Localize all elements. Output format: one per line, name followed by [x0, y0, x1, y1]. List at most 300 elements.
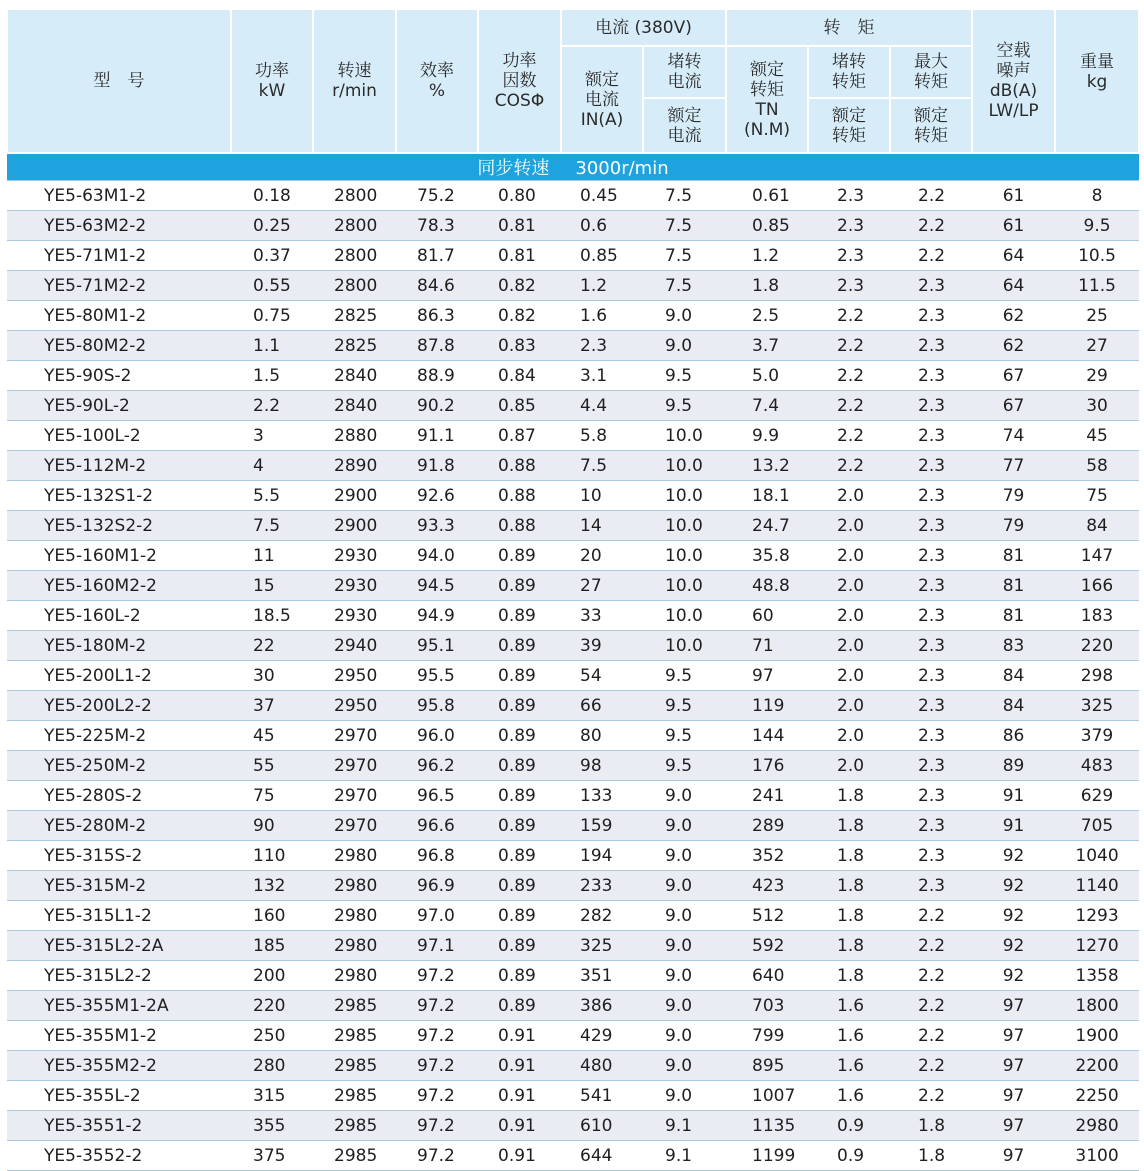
cell-lt: 0.9 — [808, 1111, 890, 1141]
table-row — [7, 661, 1139, 691]
cell-eff: 97.2 — [396, 1111, 478, 1141]
cell-in: 541 — [561, 1081, 643, 1111]
table-row — [7, 481, 1139, 511]
cell-weight: 1358 — [1055, 961, 1139, 991]
cell-in: 98 — [561, 751, 643, 781]
cell-lc: 10.0 — [643, 481, 726, 511]
cell-pf: 0.85 — [478, 391, 561, 421]
cell-model: YE5-90L-2 — [7, 391, 231, 421]
cell-lc: 10.0 — [643, 631, 726, 661]
table-row — [7, 631, 1139, 661]
cell-tn: 241 — [726, 781, 808, 811]
cell-noise: 67 — [972, 391, 1055, 421]
header-weight: 重量 kg — [1055, 9, 1139, 153]
cell-lc: 10.0 — [643, 421, 726, 451]
cell-noise: 81 — [972, 541, 1055, 571]
table-row — [7, 361, 1139, 391]
cell-lt: 1.6 — [808, 1081, 890, 1111]
cell-eff: 84.6 — [396, 271, 478, 301]
cell-model: YE5-315L2-2A — [7, 931, 231, 961]
cell-speed: 2800 — [313, 271, 396, 301]
cell-lc: 9.0 — [643, 991, 726, 1021]
header-speed: 转速 r/min — [313, 9, 396, 153]
cell-mt: 2.3 — [890, 271, 972, 301]
cell-lc: 9.1 — [643, 1141, 726, 1171]
cell-lt: 2.0 — [808, 601, 890, 631]
cell-eff: 97.2 — [396, 1081, 478, 1111]
cell-mt: 2.2 — [890, 991, 972, 1021]
cell-in: 2.3 — [561, 331, 643, 361]
cell-noise: 74 — [972, 421, 1055, 451]
cell-lt: 1.8 — [808, 961, 890, 991]
cell-in: 39 — [561, 631, 643, 661]
cell-power: 37 — [231, 691, 313, 721]
cell-noise: 97 — [972, 1051, 1055, 1081]
cell-speed: 2985 — [313, 1141, 396, 1171]
cell-lc: 9.0 — [643, 961, 726, 991]
cell-mt: 2.3 — [890, 391, 972, 421]
cell-pf: 0.87 — [478, 421, 561, 451]
cell-eff: 75.2 — [396, 181, 478, 211]
cell-model: YE5-3552-2 — [7, 1141, 231, 1171]
cell-model: YE5-315L1-2 — [7, 901, 231, 931]
cell-tn: 703 — [726, 991, 808, 1021]
cell-pf: 0.89 — [478, 961, 561, 991]
cell-mt: 2.3 — [890, 751, 972, 781]
cell-lt: 2.2 — [808, 301, 890, 331]
header-current-group: 电流 (380V) — [561, 9, 726, 46]
cell-pf: 0.89 — [478, 541, 561, 571]
cell-noise: 97 — [972, 1021, 1055, 1051]
cell-weight: 1900 — [1055, 1021, 1139, 1051]
cell-noise: 97 — [972, 1111, 1055, 1141]
cell-pf: 0.91 — [478, 1141, 561, 1171]
cell-lt: 1.6 — [808, 991, 890, 1021]
header-max-torque-top: 最大 转矩 — [890, 46, 972, 98]
cell-power: 110 — [231, 841, 313, 871]
cell-lt: 2.2 — [808, 331, 890, 361]
cell-tn: 289 — [726, 811, 808, 841]
cell-eff: 90.2 — [396, 391, 478, 421]
cell-noise: 77 — [972, 451, 1055, 481]
cell-speed: 2970 — [313, 781, 396, 811]
cell-in: 351 — [561, 961, 643, 991]
cell-power: 0.75 — [231, 301, 313, 331]
cell-eff: 93.3 — [396, 511, 478, 541]
motor-spec-table — [6, 8, 1140, 1171]
cell-weight: 220 — [1055, 631, 1139, 661]
header-rated-torque: 额定 转矩 TN (N.M) — [726, 46, 808, 153]
cell-power: 55 — [231, 751, 313, 781]
cell-speed: 2900 — [313, 481, 396, 511]
cell-eff: 95.5 — [396, 661, 478, 691]
cell-mt: 2.3 — [890, 421, 972, 451]
cell-eff: 91.1 — [396, 421, 478, 451]
cell-mt: 2.2 — [890, 241, 972, 271]
cell-lc: 7.5 — [643, 181, 726, 211]
cell-eff: 91.8 — [396, 451, 478, 481]
cell-in: 27 — [561, 571, 643, 601]
cell-pf: 0.91 — [478, 1021, 561, 1051]
cell-model: YE5-200L1-2 — [7, 661, 231, 691]
cell-lc: 9.0 — [643, 1021, 726, 1051]
cell-model: YE5-355M2-2 — [7, 1051, 231, 1081]
cell-noise: 92 — [972, 841, 1055, 871]
cell-lt: 2.3 — [808, 271, 890, 301]
cell-eff: 88.9 — [396, 361, 478, 391]
cell-tn: 48.8 — [726, 571, 808, 601]
cell-in: 54 — [561, 661, 643, 691]
cell-speed: 2800 — [313, 211, 396, 241]
header-locked-torque-bottom: 额定 转矩 — [808, 98, 890, 153]
cell-weight: 30 — [1055, 391, 1139, 421]
cell-lt: 1.8 — [808, 901, 890, 931]
cell-model: YE5-160M1-2 — [7, 541, 231, 571]
cell-pf: 0.89 — [478, 601, 561, 631]
cell-in: 5.8 — [561, 421, 643, 451]
cell-speed: 2930 — [313, 541, 396, 571]
spec-table-container — [6, 8, 1138, 1171]
cell-speed: 2980 — [313, 931, 396, 961]
cell-lt: 1.8 — [808, 841, 890, 871]
cell-noise: 79 — [972, 481, 1055, 511]
cell-speed: 2985 — [313, 1021, 396, 1051]
cell-noise: 64 — [972, 271, 1055, 301]
cell-power: 185 — [231, 931, 313, 961]
cell-lc: 9.0 — [643, 1081, 726, 1111]
cell-power: 7.5 — [231, 511, 313, 541]
cell-power: 1.5 — [231, 361, 313, 391]
cell-weight: 45 — [1055, 421, 1139, 451]
cell-model: YE5-90S-2 — [7, 361, 231, 391]
cell-power: 2.2 — [231, 391, 313, 421]
table-row — [7, 421, 1139, 451]
cell-weight: 629 — [1055, 781, 1139, 811]
cell-noise: 97 — [972, 1141, 1055, 1171]
cell-eff: 97.2 — [396, 1051, 478, 1081]
cell-tn: 799 — [726, 1021, 808, 1051]
cell-power: 0.37 — [231, 241, 313, 271]
cell-in: 66 — [561, 691, 643, 721]
cell-pf: 0.81 — [478, 241, 561, 271]
header-max-torque-bottom: 额定 转矩 — [890, 98, 972, 153]
cell-noise: 84 — [972, 661, 1055, 691]
cell-speed: 2970 — [313, 751, 396, 781]
cell-in: 194 — [561, 841, 643, 871]
cell-mt: 2.3 — [890, 301, 972, 331]
cell-noise: 81 — [972, 571, 1055, 601]
table-row — [7, 931, 1139, 961]
cell-power: 280 — [231, 1051, 313, 1081]
cell-weight: 1800 — [1055, 991, 1139, 1021]
cell-in: 0.85 — [561, 241, 643, 271]
table-row — [7, 181, 1139, 211]
cell-mt: 2.3 — [890, 721, 972, 751]
cell-lc: 9.0 — [643, 331, 726, 361]
cell-model: YE5-315M-2 — [7, 871, 231, 901]
cell-eff: 78.3 — [396, 211, 478, 241]
cell-lt: 1.6 — [808, 1021, 890, 1051]
cell-speed: 2980 — [313, 961, 396, 991]
cell-model: YE5-315L2-2 — [7, 961, 231, 991]
cell-eff: 97.2 — [396, 991, 478, 1021]
cell-noise: 97 — [972, 1081, 1055, 1111]
cell-weight: 379 — [1055, 721, 1139, 751]
cell-noise: 61 — [972, 181, 1055, 211]
cell-lc: 10.0 — [643, 451, 726, 481]
cell-tn: 3.7 — [726, 331, 808, 361]
cell-model: YE5-355M1-2A — [7, 991, 231, 1021]
table-row — [7, 781, 1139, 811]
cell-pf: 0.89 — [478, 631, 561, 661]
header-locked-current-bottom: 额定 电流 — [643, 98, 726, 153]
cell-weight: 1140 — [1055, 871, 1139, 901]
cell-mt: 2.2 — [890, 931, 972, 961]
cell-speed: 2825 — [313, 301, 396, 331]
cell-mt: 2.2 — [890, 901, 972, 931]
cell-noise: 91 — [972, 781, 1055, 811]
cell-model: YE5-200L2-2 — [7, 691, 231, 721]
cell-model: YE5-71M1-2 — [7, 241, 231, 271]
cell-pf: 0.88 — [478, 481, 561, 511]
cell-in: 3.1 — [561, 361, 643, 391]
table-row — [7, 751, 1139, 781]
cell-speed: 2930 — [313, 601, 396, 631]
cell-power: 132 — [231, 871, 313, 901]
cell-eff: 96.9 — [396, 871, 478, 901]
cell-lc: 9.0 — [643, 1051, 726, 1081]
cell-mt: 1.8 — [890, 1141, 972, 1171]
sync-speed-value: 3000r/min — [575, 158, 669, 179]
cell-lc: 7.5 — [643, 211, 726, 241]
cell-in: 1.6 — [561, 301, 643, 331]
cell-pf: 0.82 — [478, 271, 561, 301]
cell-pf: 0.89 — [478, 721, 561, 751]
cell-eff: 95.1 — [396, 631, 478, 661]
cell-power: 4 — [231, 451, 313, 481]
cell-weight: 10.5 — [1055, 241, 1139, 271]
cell-mt: 2.3 — [890, 481, 972, 511]
cell-eff: 97.2 — [396, 1141, 478, 1171]
cell-lc: 9.0 — [643, 931, 726, 961]
cell-pf: 0.91 — [478, 1081, 561, 1111]
cell-tn: 512 — [726, 901, 808, 931]
cell-eff: 94.5 — [396, 571, 478, 601]
cell-eff: 94.9 — [396, 601, 478, 631]
cell-mt: 2.3 — [890, 601, 972, 631]
cell-speed: 2980 — [313, 841, 396, 871]
cell-lt: 2.3 — [808, 211, 890, 241]
cell-eff: 96.2 — [396, 751, 478, 781]
cell-pf: 0.89 — [478, 661, 561, 691]
cell-noise: 92 — [972, 931, 1055, 961]
table-row — [7, 541, 1139, 571]
cell-weight: 58 — [1055, 451, 1139, 481]
cell-speed: 2985 — [313, 1051, 396, 1081]
cell-power: 315 — [231, 1081, 313, 1111]
cell-speed: 2970 — [313, 721, 396, 751]
cell-lc: 10.0 — [643, 541, 726, 571]
cell-speed: 2825 — [313, 331, 396, 361]
cell-speed: 2950 — [313, 661, 396, 691]
cell-power: 160 — [231, 901, 313, 931]
cell-model: YE5-355L-2 — [7, 1081, 231, 1111]
cell-weight: 298 — [1055, 661, 1139, 691]
cell-power: 75 — [231, 781, 313, 811]
header-power-factor: 功率 因数 COSΦ — [478, 9, 561, 153]
cell-weight: 1293 — [1055, 901, 1139, 931]
cell-lt: 1.8 — [808, 781, 890, 811]
cell-eff: 97.2 — [396, 961, 478, 991]
cell-eff: 92.6 — [396, 481, 478, 511]
cell-model: YE5-132S2-2 — [7, 511, 231, 541]
cell-power: 11 — [231, 541, 313, 571]
cell-weight: 27 — [1055, 331, 1139, 361]
table-row — [7, 841, 1139, 871]
cell-pf: 0.89 — [478, 571, 561, 601]
cell-speed: 2950 — [313, 691, 396, 721]
cell-lc: 9.0 — [643, 841, 726, 871]
cell-in: 480 — [561, 1051, 643, 1081]
cell-speed: 2800 — [313, 241, 396, 271]
cell-in: 1.2 — [561, 271, 643, 301]
cell-lc: 9.0 — [643, 301, 726, 331]
table-row — [7, 691, 1139, 721]
cell-tn: 423 — [726, 871, 808, 901]
cell-lt: 2.0 — [808, 751, 890, 781]
cell-eff: 87.8 — [396, 331, 478, 361]
table-header — [7, 9, 1139, 153]
cell-noise: 81 — [972, 601, 1055, 631]
cell-model: YE5-160L-2 — [7, 601, 231, 631]
cell-noise: 79 — [972, 511, 1055, 541]
cell-power: 30 — [231, 661, 313, 691]
cell-power: 355 — [231, 1111, 313, 1141]
cell-power: 90 — [231, 811, 313, 841]
cell-pf: 0.88 — [478, 451, 561, 481]
table-row — [7, 1021, 1139, 1051]
cell-pf: 0.91 — [478, 1111, 561, 1141]
cell-tn: 71 — [726, 631, 808, 661]
cell-mt: 1.8 — [890, 1111, 972, 1141]
cell-pf: 0.89 — [478, 931, 561, 961]
cell-weight: 11.5 — [1055, 271, 1139, 301]
cell-tn: 18.1 — [726, 481, 808, 511]
cell-mt: 2.2 — [890, 1081, 972, 1111]
cell-lt: 2.0 — [808, 691, 890, 721]
table-body — [7, 181, 1139, 1171]
cell-mt: 2.3 — [890, 631, 972, 661]
cell-tn: 60 — [726, 601, 808, 631]
table-row — [7, 301, 1139, 331]
cell-lt: 2.0 — [808, 511, 890, 541]
cell-noise: 62 — [972, 331, 1055, 361]
cell-lc: 9.5 — [643, 691, 726, 721]
cell-mt: 2.3 — [890, 571, 972, 601]
cell-noise: 84 — [972, 691, 1055, 721]
cell-in: 20 — [561, 541, 643, 571]
cell-lt: 2.2 — [808, 421, 890, 451]
cell-weight: 3100 — [1055, 1141, 1139, 1171]
cell-power: 0.55 — [231, 271, 313, 301]
cell-model: YE5-71M2-2 — [7, 271, 231, 301]
cell-weight: 1040 — [1055, 841, 1139, 871]
cell-speed: 2890 — [313, 451, 396, 481]
cell-pf: 0.81 — [478, 211, 561, 241]
cell-lc: 9.5 — [643, 361, 726, 391]
cell-weight: 29 — [1055, 361, 1139, 391]
cell-lt: 0.9 — [808, 1141, 890, 1171]
cell-tn: 97 — [726, 661, 808, 691]
table-row — [7, 331, 1139, 361]
cell-mt: 2.3 — [890, 781, 972, 811]
cell-weight: 8 — [1055, 181, 1139, 211]
table-row — [7, 241, 1139, 271]
cell-tn: 1135 — [726, 1111, 808, 1141]
cell-eff: 96.8 — [396, 841, 478, 871]
cell-eff: 94.0 — [396, 541, 478, 571]
cell-mt: 2.3 — [890, 541, 972, 571]
table-row — [7, 991, 1139, 1021]
cell-power: 1.1 — [231, 331, 313, 361]
cell-weight: 84 — [1055, 511, 1139, 541]
cell-speed: 2985 — [313, 1111, 396, 1141]
header-model: 型 号 — [7, 9, 231, 153]
cell-tn: 2.5 — [726, 301, 808, 331]
cell-in: 644 — [561, 1141, 643, 1171]
cell-power: 45 — [231, 721, 313, 751]
cell-in: 33 — [561, 601, 643, 631]
cell-noise: 89 — [972, 751, 1055, 781]
cell-pf: 0.80 — [478, 181, 561, 211]
cell-model: YE5-315S-2 — [7, 841, 231, 871]
cell-eff: 86.3 — [396, 301, 478, 331]
cell-power: 220 — [231, 991, 313, 1021]
cell-tn: 144 — [726, 721, 808, 751]
cell-tn: 0.61 — [726, 181, 808, 211]
header-efficiency: 效率 % — [396, 9, 478, 153]
cell-model: YE5-63M1-2 — [7, 181, 231, 211]
cell-power: 250 — [231, 1021, 313, 1051]
cell-power: 200 — [231, 961, 313, 991]
cell-mt: 2.3 — [890, 661, 972, 691]
cell-pf: 0.89 — [478, 751, 561, 781]
cell-mt: 2.2 — [890, 211, 972, 241]
cell-lc: 9.5 — [643, 661, 726, 691]
cell-in: 233 — [561, 871, 643, 901]
cell-mt: 2.2 — [890, 1051, 972, 1081]
cell-lt: 2.2 — [808, 391, 890, 421]
cell-weight: 2200 — [1055, 1051, 1139, 1081]
cell-pf: 0.89 — [478, 841, 561, 871]
cell-in: 282 — [561, 901, 643, 931]
cell-pf: 0.89 — [478, 811, 561, 841]
cell-mt: 2.3 — [890, 841, 972, 871]
cell-pf: 0.91 — [478, 1051, 561, 1081]
cell-tn: 592 — [726, 931, 808, 961]
cell-lc: 9.0 — [643, 871, 726, 901]
table-row — [7, 1111, 1139, 1141]
header-locked-current-top: 堵转 电流 — [643, 46, 726, 98]
cell-lt: 2.0 — [808, 661, 890, 691]
cell-pf: 0.83 — [478, 331, 561, 361]
cell-lt: 2.2 — [808, 451, 890, 481]
cell-tn: 1007 — [726, 1081, 808, 1111]
table-row — [7, 961, 1139, 991]
cell-lc: 9.5 — [643, 721, 726, 751]
cell-pf: 0.89 — [478, 691, 561, 721]
cell-eff: 96.5 — [396, 781, 478, 811]
